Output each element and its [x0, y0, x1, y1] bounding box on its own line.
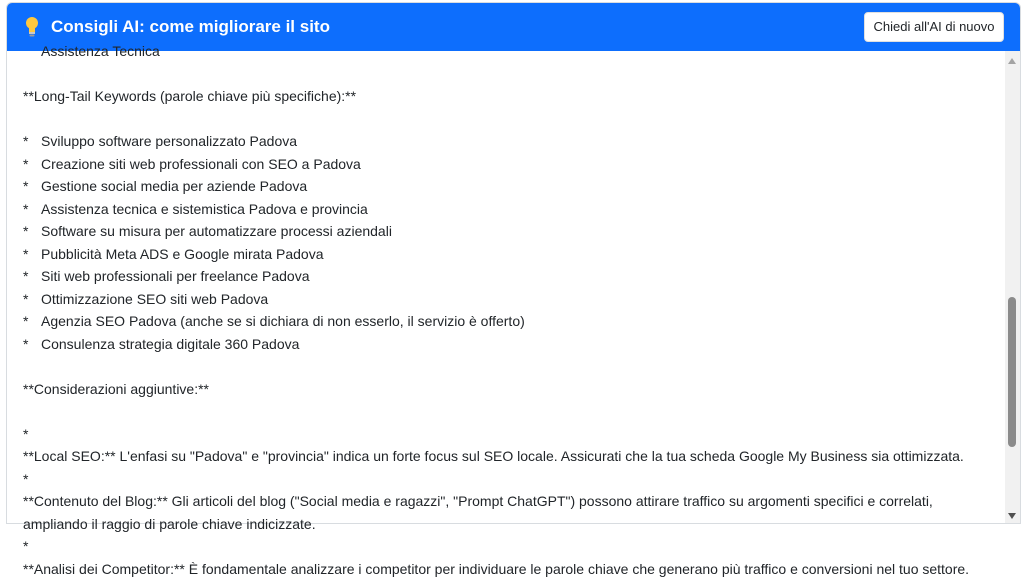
long-tail-heading: **Long-Tail Keywords (parole chiave più specifiche):**	[23, 85, 993, 108]
long-tail-item-text: Pubblicità Meta ADS e Google mirata Padova	[41, 243, 993, 266]
long-tail-item	[23, 288, 993, 311]
bullet-marker: *	[23, 130, 41, 153]
long-tail-list	[23, 130, 993, 355]
bullet-marker: *	[23, 175, 41, 198]
ask-ai-again-button[interactable]: Chiedi all'AI di nuovo	[864, 12, 1004, 42]
bullet-marker: *	[23, 198, 41, 221]
long-tail-item-text: Sviluppo software personalizzato Padova	[41, 130, 993, 153]
considerations-list	[23, 423, 993, 580]
consideration-item-text: **Local SEO:** L'enfasi su "Padova" e "provincia" indica un forte focus sul SEO locale. Assicurati che la tua scheda Google My Business sia ottimizzata.	[23, 445, 993, 468]
long-tail-item-text: Consulenza strategia digitale 360 Padova	[41, 333, 993, 356]
lightbulb-icon	[25, 16, 39, 38]
panel-title: Consigli AI: come migliorare il sito	[51, 16, 330, 38]
long-tail-item-text: Agenzia SEO Padova (anche se si dichiara di non esserlo, il servizio è offerto)	[41, 310, 993, 333]
long-tail-item	[23, 310, 993, 333]
scroll-up-arrow-icon[interactable]	[1008, 58, 1016, 64]
long-tail-item-text: Creazione siti web professionali con SEO a Padova	[41, 153, 993, 176]
bullet-marker: *	[23, 265, 41, 288]
long-tail-item	[23, 175, 993, 198]
considerations-heading: **Considerazioni aggiuntive:**	[23, 378, 993, 401]
bullet-marker: *	[23, 243, 41, 266]
long-tail-item-text: Ottimizzazione SEO siti web Padova	[41, 288, 993, 311]
bullet-marker: *	[23, 153, 41, 176]
long-tail-item	[23, 198, 993, 221]
bullet-marker: *	[23, 426, 28, 442]
scrollbar-thumb[interactable]	[1008, 297, 1016, 447]
consideration-item	[23, 535, 993, 580]
long-tail-item-text: Siti web professionali per freelance Padova	[41, 265, 993, 288]
bullet-marker: *	[23, 538, 28, 554]
scroll-down-arrow-icon[interactable]	[1008, 513, 1016, 519]
consideration-item	[23, 423, 993, 468]
vertical-scrollbar[interactable]	[1005, 51, 1020, 523]
consideration-item	[23, 468, 993, 536]
advice-text	[23, 40, 993, 580]
top-fragment: Assistenza Tecnica	[23, 40, 993, 63]
long-tail-item	[23, 333, 993, 356]
bullet-marker: *	[23, 288, 41, 311]
long-tail-item	[23, 265, 993, 288]
bullet-marker: *	[23, 220, 41, 243]
bullet-marker: *	[23, 471, 28, 487]
long-tail-item	[23, 243, 993, 266]
advice-content[interactable]	[7, 51, 1005, 523]
long-tail-item-text: Software su misura per automatizzare processi aziendali	[41, 220, 993, 243]
bullet-marker: *	[23, 310, 41, 333]
long-tail-item	[23, 153, 993, 176]
consideration-item-text: **Contenuto del Blog:** Gli articoli del blog ("Social media e ragazzi", "Prompt ChatGPT") possono attirare traffico su argomenti specifici e correlati, ampliando il raggio di parole chiave indicizzate.	[23, 490, 993, 535]
long-tail-item	[23, 220, 993, 243]
long-tail-item-text: Gestione social media per aziende Padova	[41, 175, 993, 198]
long-tail-item-text: Assistenza tecnica e sistemistica Padova e provincia	[41, 198, 993, 221]
bullet-marker: *	[23, 333, 41, 356]
consideration-item-text: **Analisi dei Competitor:** È fondamentale analizzare i competitor per individuare le parole chiave che generano più traffico e conversioni nel tuo settore.	[23, 558, 993, 580]
ai-advice-panel	[6, 2, 1021, 524]
long-tail-item	[23, 130, 993, 153]
